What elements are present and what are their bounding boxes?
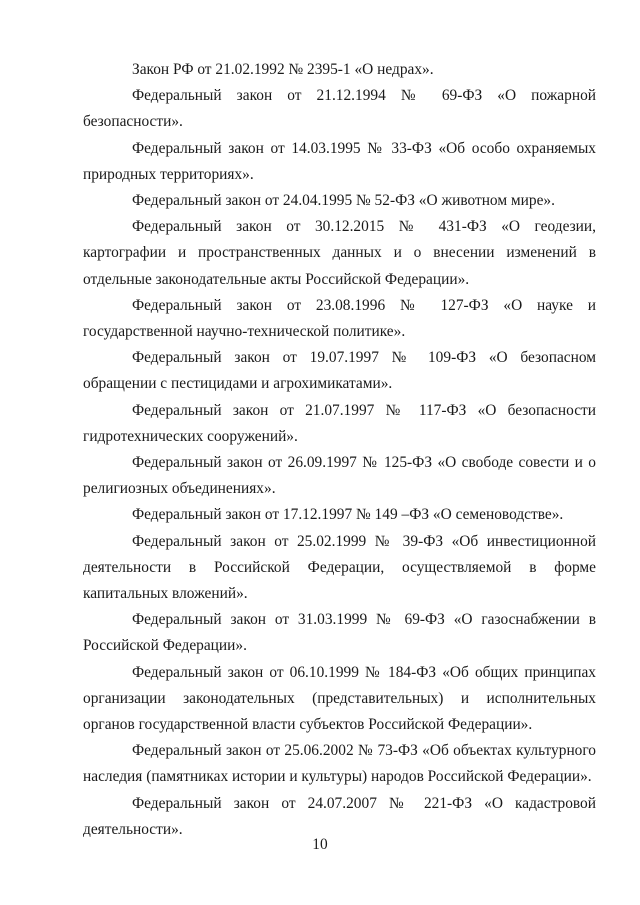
law-entry: Федеральный закон от 30.12.2015 № 431-ФЗ «О геодезии, картографии и пространственных данных и о внесении изменений в отдельные законодательные акты Российской Федерации». <box>83 218 596 288</box>
law-entry: Федеральный закон от 24.07.2007 № 221-ФЗ «О кадастровой деятельности». <box>83 794 596 838</box>
law-entry: Федеральный закон от 19.07.1997 № 109-ФЗ «О безопасном обращении с пестицидами и агрохимикатами». <box>83 349 596 393</box>
law-entry: Федеральный закон от 26.09.1997 № 125-ФЗ «О свободе совести и о религиозных объединениях». <box>83 454 596 498</box>
law-entry: Федеральный закон от 24.04.1995 № 52-ФЗ «О животном мире». <box>132 192 555 210</box>
law-entry: Федеральный закон от 06.10.1999 № 184-ФЗ «Об общих принципах организации законодательных (представительных) и исполнительных органов государственной власти субъектов Российской Федерации». <box>83 663 596 734</box>
law-entry: Федеральный закон от 21.12.1994 № 69-ФЗ «О пожарной безопасности». <box>83 87 596 131</box>
law-entry: Федеральный закон от 25.06.2002 № 73-ФЗ «Об объектах культурного наследия (памятниках истории и культуры) народов Российской Федерации». <box>83 742 596 786</box>
page-number: 10 <box>312 836 328 853</box>
law-entry: Федеральный закон от 21.07.1997 № 117-ФЗ «О безопасности гидротехнических сооружений». <box>83 401 596 445</box>
legislation-list <box>83 57 596 843</box>
law-entry: Федеральный закон от 31.03.1999 № 69-ФЗ «О газоснабжении в Российской Федерации». <box>83 611 596 655</box>
law-entry: Федеральный закон от 23.08.1996 № 127-ФЗ «О науке и государственной научно-технической политике». <box>83 296 596 341</box>
law-entry: Федеральный закон от 17.12.1997 № 149 –ФЗ «О семеноводстве». <box>132 506 564 524</box>
law-entry: Федеральный закон от 25.02.1999 № 39-ФЗ «Об инвестиционной деятельности в Российской Федерации, осуществляемой в форме капитальных вложений». <box>83 532 596 603</box>
law-entry: Федеральный закон от 14.03.1995 № 33-ФЗ «Об особо охраняемых природных территориях». <box>83 139 596 183</box>
law-entry: Закон РФ от 21.02.1992 № 2395-1 «О недрах». <box>132 61 434 78</box>
